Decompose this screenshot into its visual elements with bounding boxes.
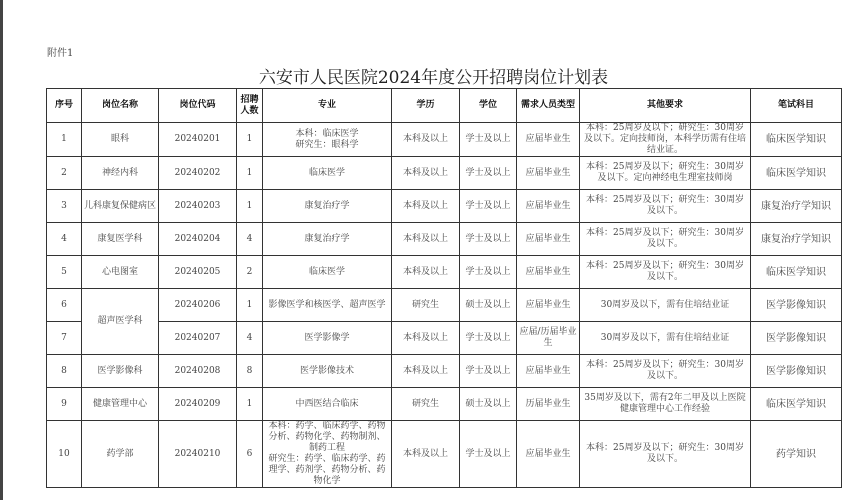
cell-degree: 学士及以上 — [460, 223, 517, 256]
cell-exam: 药学知识 — [751, 421, 842, 488]
cell-degree: 学士及以上 — [460, 355, 517, 388]
cell-major: 中西医结合临床 — [263, 388, 392, 421]
cell-no: 8 — [47, 355, 82, 388]
cell-other: 本科：25周岁及以下；研究生：30周岁及以下。 — [580, 190, 751, 223]
table-row — [47, 190, 842, 223]
column-header: 笔试科目 — [751, 89, 842, 123]
cell-count: 2 — [237, 256, 263, 289]
cell-edu: 本科及以上 — [392, 223, 460, 256]
cell-edu: 研究生 — [392, 289, 460, 322]
cell-exam: 临床医学知识 — [751, 256, 842, 289]
cell-major: 康复治疗学 — [263, 223, 392, 256]
cell-no: 10 — [47, 421, 82, 488]
cell-code: 20240209 — [159, 388, 237, 421]
cell-count: 1 — [237, 190, 263, 223]
cell-code: 20240208 — [159, 355, 237, 388]
cell-name: 药学部 — [82, 421, 159, 488]
column-header: 需求人员类型 — [517, 89, 580, 123]
cell-other: 本科：25周岁及以下；研究生：30周岁及以下。 — [580, 256, 751, 289]
cell-other: 30周岁及以下，需有住培结业证 — [580, 289, 751, 322]
cell-type: 应届毕业生 — [517, 289, 580, 322]
cell-major: 本科：临床医学 研究生：眼科学 — [263, 123, 392, 157]
cell-type: 应届毕业生 — [517, 421, 580, 488]
cell-degree: 硕士及以上 — [460, 289, 517, 322]
cell-degree: 学士及以上 — [460, 256, 517, 289]
cell-type: 应届毕业生 — [517, 190, 580, 223]
cell-code: 20240203 — [159, 190, 237, 223]
cell-other: 30周岁及以下，需有住培结业证 — [580, 322, 751, 355]
table-row — [47, 256, 842, 289]
cell-degree: 学士及以上 — [460, 421, 517, 488]
column-header: 招聘人数 — [237, 89, 263, 123]
cell-exam: 医学影像知识 — [751, 355, 842, 388]
cell-name: 心电图室 — [82, 256, 159, 289]
column-header: 岗位名称 — [82, 89, 159, 123]
cell-edu: 本科及以上 — [392, 123, 460, 157]
cell-name: 超声医学科 — [82, 289, 159, 355]
cell-name: 健康管理中心 — [82, 388, 159, 421]
cell-name: 儿科康复保健病区 — [82, 190, 159, 223]
cell-no: 3 — [47, 190, 82, 223]
cell-no: 4 — [47, 223, 82, 256]
column-header: 岗位代码 — [159, 89, 237, 123]
cell-no: 5 — [47, 256, 82, 289]
cell-no: 1 — [47, 123, 82, 157]
cell-edu: 本科及以上 — [392, 190, 460, 223]
cell-code: 20240205 — [159, 256, 237, 289]
cell-no: 2 — [47, 157, 82, 190]
cell-other: 本科：25周岁及以下；研究生：30周岁及以下。 — [580, 223, 751, 256]
cell-exam: 康复治疗学知识 — [751, 190, 842, 223]
cell-other: 本科：25周岁及以下；研究生：30周岁及以下。 — [580, 421, 751, 488]
cell-edu: 本科及以上 — [392, 157, 460, 190]
cell-other: 35周岁及以下，需有2年二甲及以上医院健康管理中心工作经验 — [580, 388, 751, 421]
table-row — [47, 355, 842, 388]
cell-name: 眼科 — [82, 123, 159, 157]
cell-no: 7 — [47, 322, 82, 355]
cell-count: 1 — [237, 388, 263, 421]
cell-degree: 硕士及以上 — [460, 388, 517, 421]
cell-type: 应届毕业生 — [517, 355, 580, 388]
cell-major: 康复治疗学 — [263, 190, 392, 223]
cell-major: 本科：药学、临床药学、药物分析、药物化学、药物制剂、制药工程 研究生：药学、临床药学、药理学、药剂学、药物分析、药物化学 — [263, 421, 392, 488]
cell-degree: 学士及以上 — [460, 123, 517, 157]
attachment-label: 附件1 — [47, 48, 74, 59]
cell-count: 4 — [237, 322, 263, 355]
cell-type: 历届毕业生 — [517, 388, 580, 421]
cell-other: 本科：25周岁及以下；研究生：30周岁及以下。定向神经电生理室技师岗 — [580, 157, 751, 190]
cell-exam: 医学影像知识 — [751, 289, 842, 322]
cell-major: 医学影像技术 — [263, 355, 392, 388]
column-header: 专业 — [263, 89, 392, 123]
recruitment-table — [46, 88, 842, 488]
cell-major: 临床医学 — [263, 157, 392, 190]
cell-code: 20240210 — [159, 421, 237, 488]
page-title: 六安市人民医院2024年度公开招聘岗位计划表 — [258, 68, 609, 88]
cell-count: 1 — [237, 289, 263, 322]
column-header: 序号 — [47, 89, 82, 123]
cell-code: 20240202 — [159, 157, 237, 190]
cell-major: 影像医学和核医学、超声医学 — [263, 289, 392, 322]
cell-name: 神经内科 — [82, 157, 159, 190]
cell-edu: 本科及以上 — [392, 421, 460, 488]
cell-type: 应届/历届毕业生 — [517, 322, 580, 355]
table-row — [47, 123, 842, 157]
cell-exam: 医学影像知识 — [751, 322, 842, 355]
table-header — [47, 89, 842, 123]
cell-count: 6 — [237, 421, 263, 488]
cell-exam: 康复治疗学知识 — [751, 223, 842, 256]
cell-count: 8 — [237, 355, 263, 388]
cell-degree: 学士及以上 — [460, 157, 517, 190]
cell-name: 康复医学科 — [82, 223, 159, 256]
cell-type: 应届毕业生 — [517, 256, 580, 289]
table-row — [47, 289, 842, 322]
cell-edu: 研究生 — [392, 388, 460, 421]
cell-type: 应届毕业生 — [517, 157, 580, 190]
cell-code: 20240204 — [159, 223, 237, 256]
cell-edu: 本科及以上 — [392, 322, 460, 355]
table-row — [47, 223, 842, 256]
cell-type: 应届毕业生 — [517, 223, 580, 256]
cell-no: 9 — [47, 388, 82, 421]
table-row — [47, 157, 842, 190]
cell-exam: 临床医学知识 — [751, 123, 842, 157]
table-row — [47, 322, 842, 355]
column-header: 其他要求 — [580, 89, 751, 123]
cell-type: 应届毕业生 — [517, 123, 580, 157]
column-header: 学历 — [392, 89, 460, 123]
cell-code: 20240201 — [159, 123, 237, 157]
cell-major: 医学影像学 — [263, 322, 392, 355]
cell-exam: 临床医学知识 — [751, 388, 842, 421]
cell-count: 1 — [237, 157, 263, 190]
cell-degree: 学士及以上 — [460, 190, 517, 223]
cell-code: 20240207 — [159, 322, 237, 355]
cell-code: 20240206 — [159, 289, 237, 322]
cell-other: 本科：25周岁及以下；研究生：30周岁及以下。定向技师岗，本科学历需有住培结业证。 — [580, 123, 751, 157]
cell-edu: 本科及以上 — [392, 355, 460, 388]
cell-major: 临床医学 — [263, 256, 392, 289]
table-row — [47, 421, 842, 488]
cell-name: 医学影像科 — [82, 355, 159, 388]
cell-no: 6 — [47, 289, 82, 322]
cell-other: 本科：25周岁及以下；研究生：30周岁及以下。 — [580, 355, 751, 388]
cell-degree: 学士及以上 — [460, 322, 517, 355]
cell-exam: 临床医学知识 — [751, 157, 842, 190]
cell-count: 4 — [237, 223, 263, 256]
column-header: 学位 — [460, 89, 517, 123]
table-row — [47, 388, 842, 421]
cell-count: 1 — [237, 123, 263, 157]
cell-edu: 本科及以上 — [392, 256, 460, 289]
